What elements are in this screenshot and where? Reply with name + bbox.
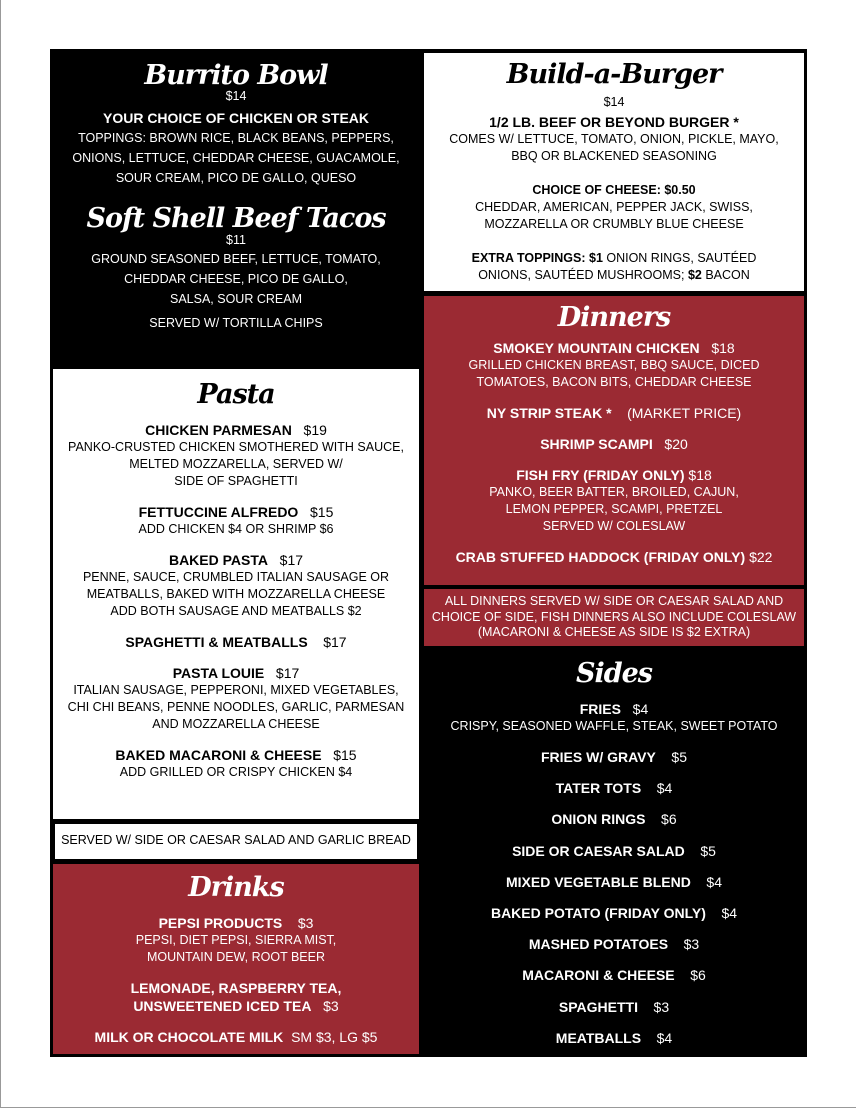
item-desc: PENNE, SAUCE, CRUMBLED ITALIAN SAUSAGE OR	[82, 570, 390, 584]
tacos-line: GROUND SEASONED BEEF, LETTUCE, TOMATO,	[91, 252, 381, 266]
item-name: ONION RINGS	[551, 811, 646, 828]
item-desc: ADD GRILLED OR CRISPY CHICKEN $4	[119, 765, 353, 779]
item-desc: MOUNTAIN DEW, ROOT BEER	[146, 950, 326, 964]
item-name: NY STRIP STEAK *	[486, 405, 612, 421]
item-price: $5	[700, 842, 716, 859]
pasta-panel	[53, 369, 419, 819]
dinners-note	[424, 589, 804, 646]
menu-item-chicken-parmesan	[53, 421, 419, 439]
item-price: $15	[310, 504, 334, 520]
burger-line: COMES W/ LETTUCE, TOMATO, ONION, PICKLE, MAYO,	[449, 132, 779, 146]
item-desc: ITALIAN SAUSAGE, PEPPERONI, MIXED VEGETABLES,	[73, 683, 399, 697]
item-name: UNSWEETENED ICED TEA	[133, 998, 312, 1014]
menu-item-baked-mac	[53, 746, 419, 764]
sides-list	[424, 748, 804, 1047]
burger-extra-text: BACON	[701, 268, 750, 282]
side-item	[424, 842, 804, 860]
item-name: FETTUCCINE ALFREDO	[138, 504, 299, 520]
item-desc: PEPSI, DIET PEPSI, SIERRA MIST,	[135, 933, 337, 947]
item-name: MACARONI & CHEESE	[522, 967, 675, 984]
item-price: (MARKET PRICE)	[627, 405, 742, 421]
pasta-title: Pasta	[197, 379, 275, 410]
sides-title: Sides	[575, 658, 652, 689]
side-item	[424, 1029, 804, 1047]
item-price: $19	[303, 422, 327, 438]
item-price: $17	[275, 665, 300, 681]
burger-extra-bacon-price: $2	[687, 268, 702, 282]
item-name: SPAGHETTI	[558, 998, 638, 1015]
item-name: BAKED POTATO (FRIDAY ONLY)	[490, 904, 706, 921]
burger-extra-line	[424, 250, 804, 267]
item-price: $17	[323, 634, 347, 650]
dinners-title: Dinners	[557, 302, 671, 333]
item-name: FISH FRY (FRIDAY ONLY)	[516, 467, 685, 483]
burrito-tacos-panel	[53, 52, 419, 366]
burger-cheese-line: MOZZARELLA OR CRUMBLY BLUE CHEESE	[484, 217, 744, 231]
sides-panel	[424, 652, 804, 1054]
side-item	[424, 779, 804, 797]
burger-extra-text: ONIONS, SAUTÉED MUSHROOMS;	[478, 268, 688, 282]
item-name: FRIES	[579, 701, 621, 717]
tacos-price: $11	[226, 233, 246, 247]
item-name: BAKED PASTA	[168, 552, 268, 568]
item-price: $15	[333, 747, 357, 763]
burger-price: $14	[603, 95, 625, 109]
item-desc: PANKO, BEER BATTER, BROILED, CAJUN,	[489, 485, 739, 499]
burrito-line: TOPPINGS: BROWN RICE, BLACK BEANS, PEPPERS,	[78, 131, 394, 145]
burger-extra-label: EXTRA TOPPINGS: $1	[471, 251, 603, 265]
item-price: $3	[297, 915, 314, 931]
menu-item-baked-pasta	[53, 551, 419, 569]
item-name: SPAGHETTI & MEATBALLS	[125, 634, 308, 650]
tacos-title: Soft Shell Beef Tacos	[86, 203, 386, 234]
menu-item-ny-strip	[424, 404, 804, 422]
item-price: $18	[711, 340, 735, 356]
item-price: $4	[656, 1029, 673, 1046]
item-name: MEATBALLS	[555, 1029, 642, 1046]
item-desc: ADD BOTH SAUSAGE AND MEATBALLS $2	[110, 604, 362, 618]
menu-item-lemonade	[53, 979, 419, 997]
item-desc: ADD CHICKEN $4 OR SHRIMP $6	[138, 522, 334, 536]
item-name: PEPSI PRODUCTS	[158, 915, 283, 931]
item-price: $4	[632, 701, 649, 717]
menu-item-crab-haddock	[424, 548, 804, 566]
pasta-served-text: SERVED W/ SIDE OR CAESAR SALAD AND GARLIC BREAD	[61, 833, 411, 847]
tacos-line: SALSA, SOUR CREAM	[170, 292, 302, 306]
menu-item-fettuccine	[53, 503, 419, 521]
item-desc: MEATBALLS, BAKED WITH MOZZARELLA CHEESE	[86, 587, 386, 601]
burger-extra-line	[424, 267, 804, 284]
burger-line: BBQ OR BLACKENED SEASONING	[511, 149, 717, 163]
item-price: $3	[323, 998, 339, 1014]
side-item	[424, 966, 804, 984]
item-name: CRAB STUFFED HADDOCK (FRIDAY ONLY)	[455, 549, 746, 565]
item-name: FRIES W/ GRAVY	[541, 749, 656, 765]
burger-cheese-line: CHEDDAR, AMERICAN, PEPPER JACK, SWISS,	[475, 200, 753, 214]
item-price: $3	[683, 936, 700, 953]
item-price: SM $3, LG $5	[291, 1029, 378, 1045]
side-item	[424, 904, 804, 922]
item-name: MASHED POTATOES	[528, 936, 669, 953]
menu-item-pasta-louie	[53, 664, 419, 682]
side-item	[424, 873, 804, 891]
burrito-price: $14	[225, 89, 247, 103]
item-desc: LEMON PEPPER, SCAMPI, PRETZEL	[505, 502, 723, 516]
menu-item-smokey-chicken	[424, 339, 804, 357]
item-name: SIDE OR CAESAR SALAD	[512, 842, 685, 859]
dinners-panel	[424, 296, 804, 585]
drinks-title: Drinks	[188, 872, 284, 903]
item-name: CHICKEN PARMESAN	[145, 422, 292, 438]
side-item	[424, 935, 804, 953]
menu-item-milk	[53, 1028, 419, 1046]
item-price: $3	[653, 998, 670, 1015]
drinks-panel	[53, 864, 419, 1054]
item-name: MILK OR CHOCOLATE MILK	[94, 1029, 284, 1045]
item-name: MIXED VEGETABLE BLEND	[505, 873, 691, 890]
menu-item-pepsi	[53, 914, 419, 932]
item-desc: GRILLED CHICKEN BREAST, BBQ SAUCE, DICED	[468, 358, 760, 372]
item-desc: MELTED MOZZARELLA, SERVED W/	[129, 457, 343, 471]
item-desc: SERVED W/ COLESLAW	[542, 519, 686, 533]
item-name: SHRIMP SCAMPI	[540, 436, 653, 452]
burrito-line: ONIONS, LETTUCE, CHEDDAR CHEESE, GUACAMOLE,	[72, 151, 400, 165]
burger-headline: 1/2 LB. BEEF OR BEYOND BURGER *	[489, 114, 739, 130]
item-price: $4	[656, 780, 673, 797]
item-price: $6	[661, 811, 677, 828]
tacos-served: SERVED W/ TORTILLA CHIPS	[149, 316, 323, 330]
item-price: $5	[671, 749, 687, 765]
item-price: $4	[706, 873, 722, 890]
item-desc: CHI CHI BEANS, PENNE NOODLES, GARLIC, PARMESAN	[67, 700, 405, 714]
item-name: PASTA LOUIE	[172, 665, 265, 681]
side-item	[424, 998, 804, 1016]
burger-cheese-label: CHOICE OF CHEESE: $0.50	[532, 183, 696, 197]
item-price: $6	[690, 967, 706, 984]
item-price: $17	[279, 552, 304, 568]
dinners-note-line: ALL DINNERS SERVED W/ SIDE OR CAESAR SALAD AND	[444, 594, 784, 608]
item-price: $22	[749, 549, 773, 565]
item-price: $18	[688, 467, 712, 483]
burrito-title: Burrito Bowl	[144, 60, 328, 91]
side-item	[424, 748, 804, 766]
item-price: $4	[721, 904, 738, 921]
item-desc: SIDE OF SPAGHETTI	[174, 474, 298, 488]
burger-title: Build-a-Burger	[506, 59, 722, 90]
menu-item-spaghetti-meatballs	[53, 633, 419, 651]
menu-item-shrimp-scampi	[424, 435, 804, 453]
item-name: LEMONADE, RASPBERRY TEA,	[130, 980, 342, 996]
item-name: SMOKEY MOUNTAIN CHICKEN	[493, 340, 700, 356]
burrito-line: SOUR CREAM, PICO DE GALLO, QUESO	[115, 171, 357, 185]
pasta-served-note	[55, 824, 417, 859]
side-item	[424, 810, 804, 828]
item-desc: CRISPY, SEASONED WAFFLE, STEAK, SWEET POTATO	[450, 719, 778, 733]
burrito-headline: YOUR CHOICE OF CHICKEN OR STEAK	[102, 110, 369, 126]
tacos-line: CHEDDAR CHEESE, PICO DE GALLO,	[124, 272, 348, 286]
menu-item-fries	[424, 700, 804, 718]
burger-panel	[424, 53, 804, 291]
item-desc: PANKO-CRUSTED CHICKEN SMOTHERED WITH SAUCE,	[68, 440, 404, 454]
burger-extra-text: ONION RINGS, SAUTÉED	[602, 251, 757, 265]
menu-item-lemonade-line2	[53, 997, 419, 1015]
item-desc: AND MOZZARELLA CHEESE	[152, 717, 320, 731]
dinners-note-line: (MACARONI & CHEESE AS SIDE IS $2 EXTRA)	[477, 625, 751, 639]
item-price: $20	[664, 436, 688, 452]
item-desc: TOMATOES, BACON BITS, CHEDDAR CHEESE	[476, 375, 752, 389]
item-name: TATER TOTS	[555, 780, 642, 797]
menu-item-fish-fry	[424, 466, 804, 484]
item-name: BAKED MACARONI & CHEESE	[115, 747, 322, 763]
dinners-note-line: CHOICE OF SIDE, FISH DINNERS ALSO INCLUDE COLESLAW	[431, 609, 797, 624]
